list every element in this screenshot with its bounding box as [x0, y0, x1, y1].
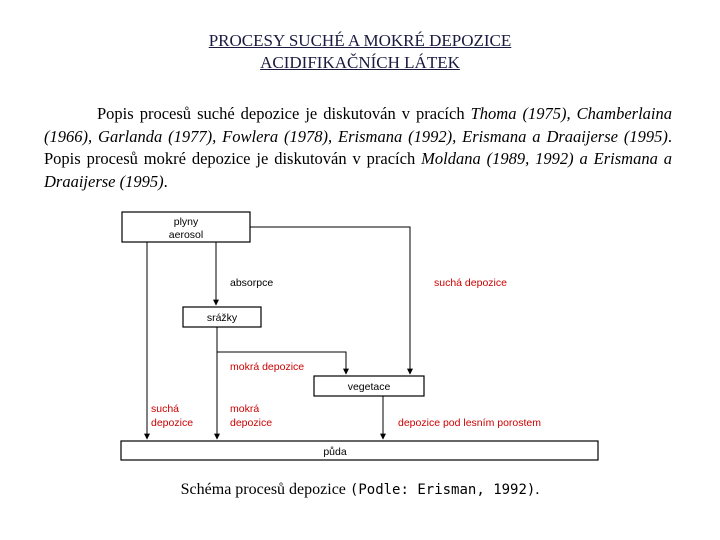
label-dry-deposition-left-1: suchá: [151, 403, 180, 415]
box-soil: [121, 441, 598, 460]
page-title-line1: PROCESY SUCHÉ A MOKRÉ DEPOZICE: [208, 31, 512, 50]
label-wet-deposition-left-1: mokrá: [230, 403, 260, 415]
box-vegetation-label: vegetace: [347, 381, 391, 393]
figure-caption: [0, 481, 720, 499]
paragraph-text-1: Popis procesů suché depozice je diskutován v pracích: [97, 104, 471, 123]
label-dry-deposition-left-2: depozice: [151, 417, 194, 429]
box-gases-label-2: aerosol: [168, 229, 204, 241]
label-wet-deposition-mid: mokrá depozice: [230, 361, 305, 373]
caption-source: (Podle: Erisman, 1992): [349, 482, 536, 498]
citation-dry-deposition: Thoma (1975), Chamberlaina (1966), Garlanda (1977), Fowlera (1978), Erismana (1992), Erismana a Draaijerse (1995): [44, 104, 672, 146]
box-soil-label: půda: [323, 446, 347, 458]
label-wet-deposition-left-2: depozice: [230, 417, 273, 429]
paragraph-text-3: .: [163, 171, 168, 191]
box-precipitation-label: srážky: [206, 312, 238, 324]
caption-main: Schéma procesů depozice: [180, 481, 346, 498]
box-gases-label-1: plyny: [173, 216, 199, 228]
caption-end: .: [535, 481, 540, 498]
page-title-line2: ACIDIFIKAČNÍCH LÁTEK: [260, 53, 460, 72]
label-dry-deposition-top: suchá depozice: [434, 277, 507, 289]
diagram-connectors: [147, 227, 410, 439]
label-absorption: absorpce: [230, 277, 274, 289]
label-canopy-deposition: depozice pod lesním porostem: [398, 417, 541, 429]
citation-wet-deposition: Moldana (1989, 1992) a Erismana a Draaijerse (1995): [44, 149, 672, 191]
paragraph-text-2: . Popis procesů mokré depozice je diskutován v pracích: [44, 126, 672, 168]
